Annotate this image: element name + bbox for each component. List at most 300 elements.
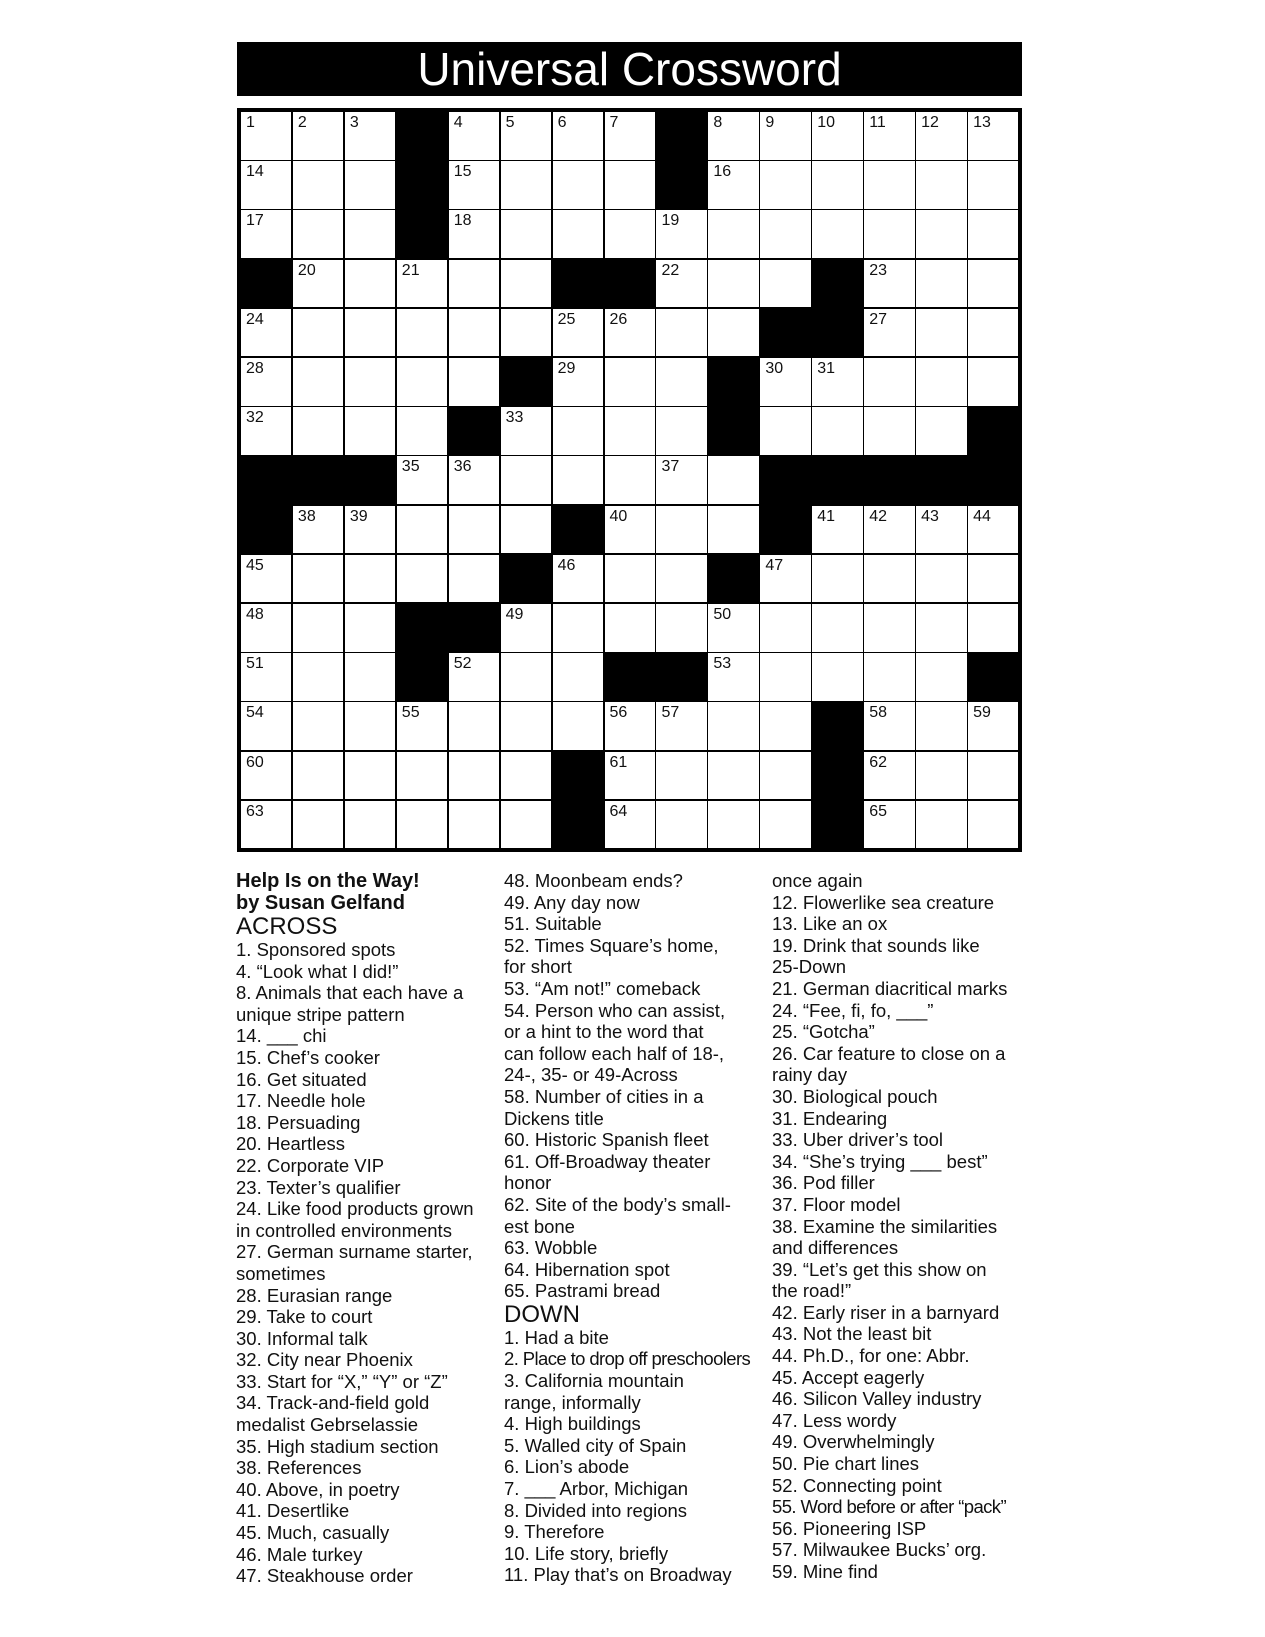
grid-block (811, 455, 863, 505)
clue-line: 46. Silicon Valley industry (772, 1388, 982, 1410)
clue-number: 19 (661, 212, 680, 230)
puzzle-title: Help Is on the Way! (236, 870, 420, 892)
clue-line: 24. “Fee, fi, fo, ___” (772, 999, 934, 1021)
grid-cell[interactable] (604, 505, 656, 555)
across-clue-list-continued (504, 870, 750, 1302)
grid-cell[interactable] (552, 111, 604, 161)
clue-number: 33 (505, 409, 524, 427)
clue-line: 5. Walled city of Spain (504, 1434, 687, 1456)
clue-line: est bone (504, 1215, 575, 1237)
grid-cell[interactable] (863, 111, 915, 161)
clue-line: 45. Much, casually (236, 1522, 390, 1544)
clue-number: 25 (557, 310, 576, 328)
clue-line: 52. Times Square’s home, (504, 934, 719, 956)
grid-cell[interactable] (759, 111, 811, 161)
clue-line: 10. Life story, briefly (504, 1542, 669, 1564)
clue-number: 10 (817, 114, 836, 131)
grid-cell[interactable] (967, 111, 1019, 161)
clue-line: 52. Connecting point (772, 1474, 942, 1496)
clue-line: 6. Lion’s abode (504, 1456, 630, 1478)
grid-cell[interactable] (552, 406, 604, 456)
grid-cell[interactable] (396, 259, 448, 309)
grid-cell[interactable] (655, 455, 707, 505)
grid-cell[interactable] (396, 455, 448, 505)
grid-cell[interactable] (292, 751, 344, 801)
grid-block (604, 652, 656, 702)
grid-cell[interactable] (240, 160, 292, 210)
clue-line: 40. Above, in poetry (236, 1478, 400, 1500)
clue-line: 53. “Am not!” comeback (504, 977, 701, 999)
grid-cell[interactable] (240, 111, 292, 161)
grid-cell[interactable] (759, 603, 811, 653)
grid-cell[interactable] (396, 751, 448, 801)
grid-block (500, 357, 552, 407)
grid-cell[interactable] (915, 751, 967, 801)
grid-cell[interactable] (344, 554, 396, 604)
clue-line: 42. Early riser in a barnyard (772, 1301, 1000, 1323)
grid-cell[interactable] (967, 357, 1019, 407)
grid-cell[interactable] (448, 751, 500, 801)
grid-cell[interactable] (240, 603, 292, 653)
grid-cell[interactable] (292, 209, 344, 259)
clue-number: 9 (765, 114, 775, 131)
grid-cell[interactable] (655, 209, 707, 259)
clue-line: 43. Not the least bit (772, 1323, 932, 1345)
grid-cell[interactable] (655, 800, 707, 850)
grid-cell[interactable] (655, 308, 707, 358)
grid-cell[interactable] (604, 701, 656, 751)
grid-cell[interactable] (552, 701, 604, 751)
clue-number: 57 (661, 704, 680, 722)
clue-line: 36. Pod filler (772, 1172, 875, 1194)
grid-cell[interactable] (915, 111, 967, 161)
grid-cell[interactable] (915, 652, 967, 702)
clue-line: 30. Biological pouch (772, 1085, 938, 1107)
grid-block (759, 455, 811, 505)
clue-line: 4. High buildings (504, 1413, 641, 1435)
grid-cell[interactable] (240, 406, 292, 456)
grid-cell[interactable] (292, 160, 344, 210)
grid-cell[interactable] (759, 209, 811, 259)
clue-line: 24. Like food products grown (236, 1198, 474, 1220)
grid-cell[interactable] (552, 160, 604, 210)
grid-cell[interactable] (707, 800, 759, 850)
clue-number: 47 (765, 556, 784, 574)
grid-cell[interactable] (552, 603, 604, 653)
grid-cell[interactable] (967, 603, 1019, 653)
grid-cell[interactable] (344, 209, 396, 259)
clue-line: Dickens title (504, 1107, 604, 1129)
grid-cell[interactable] (707, 652, 759, 702)
grid-cell[interactable] (707, 455, 759, 505)
grid-cell[interactable] (344, 652, 396, 702)
clue-number: 56 (609, 704, 628, 722)
clue-line: in controlled environments (236, 1219, 452, 1241)
grid-cell[interactable] (500, 455, 552, 505)
grid-cell[interactable] (655, 701, 707, 751)
grid-cell[interactable] (604, 455, 656, 505)
grid-cell[interactable] (863, 751, 915, 801)
grid-cell[interactable] (967, 259, 1019, 309)
grid-cell[interactable] (863, 406, 915, 456)
clue-line: 49. Any day now (504, 891, 640, 913)
grid-cell[interactable] (448, 308, 500, 358)
grid-cell[interactable] (811, 160, 863, 210)
grid-cell[interactable] (396, 406, 448, 456)
grid-cell[interactable] (240, 800, 292, 850)
grid-cell[interactable] (759, 357, 811, 407)
grid-block (292, 455, 344, 505)
grid-cell[interactable] (967, 554, 1019, 604)
grid-cell[interactable] (552, 652, 604, 702)
grid-cell[interactable] (500, 800, 552, 850)
grid-cell[interactable] (655, 406, 707, 456)
grid-cell[interactable] (500, 701, 552, 751)
grid-block (604, 259, 656, 309)
grid-cell[interactable] (396, 505, 448, 555)
grid-block (915, 455, 967, 505)
grid-cell[interactable] (240, 701, 292, 751)
clue-line: medalist Gebrselassie (236, 1414, 418, 1436)
grid-cell[interactable] (915, 800, 967, 850)
grid-cell[interactable] (915, 259, 967, 309)
grid-block (240, 259, 292, 309)
grid-cell[interactable] (915, 406, 967, 456)
grid-cell[interactable] (344, 751, 396, 801)
grid-cell[interactable] (863, 209, 915, 259)
grid-cell[interactable] (396, 308, 448, 358)
clue-line: 11. Play that’s on Broadway (504, 1564, 732, 1586)
across-heading: ACROSS (236, 913, 338, 940)
grid-cell[interactable] (500, 160, 552, 210)
grid-cell[interactable] (500, 406, 552, 456)
grid-cell[interactable] (811, 505, 863, 555)
clue-line: 38. Examine the similarities (772, 1215, 998, 1237)
clue-line: 28. Eurasian range (236, 1284, 393, 1306)
grid-cell[interactable] (811, 111, 863, 161)
grid-block (655, 111, 707, 161)
grid-cell[interactable] (292, 308, 344, 358)
clue-number: 59 (973, 704, 991, 722)
clue-number: 36 (453, 458, 472, 476)
clue-number: 53 (713, 655, 732, 673)
grid-cell[interactable] (707, 209, 759, 259)
clue-line: for short (504, 956, 572, 978)
grid-cell[interactable] (292, 554, 344, 604)
grid-cell[interactable] (915, 209, 967, 259)
grid-cell[interactable] (396, 357, 448, 407)
clue-line: 20. Heartless (236, 1133, 345, 1155)
grid-cell[interactable] (811, 406, 863, 456)
grid-cell[interactable] (500, 259, 552, 309)
grid-cell[interactable] (500, 603, 552, 653)
grid-block (967, 455, 1019, 505)
grid-cell[interactable] (915, 160, 967, 210)
grid-block (967, 652, 1019, 702)
grid-cell[interactable] (759, 406, 811, 456)
clue-number: 45 (246, 556, 264, 574)
grid-cell[interactable] (448, 111, 500, 161)
grid-cell[interactable] (448, 505, 500, 555)
grid-cell[interactable] (604, 160, 656, 210)
grid-cell[interactable] (500, 209, 552, 259)
grid-cell[interactable] (863, 505, 915, 555)
grid-cell[interactable] (863, 308, 915, 358)
grid-cell[interactable] (292, 111, 344, 161)
clue-number: 39 (349, 507, 368, 525)
clue-line: 62. Site of the body’s small- (504, 1193, 731, 1215)
clue-line: 47. Steakhouse order (236, 1565, 413, 1587)
grid-cell[interactable] (240, 751, 292, 801)
clue-line: 45. Accept eagerly (772, 1366, 925, 1388)
grid-cell[interactable] (915, 308, 967, 358)
grid-cell[interactable] (344, 308, 396, 358)
grid-cell[interactable] (915, 701, 967, 751)
grid-cell[interactable] (292, 603, 344, 653)
grid-cell[interactable] (292, 259, 344, 309)
clue-number: 32 (246, 409, 264, 427)
clue-line: once again (772, 870, 863, 891)
grid-cell[interactable] (344, 505, 396, 555)
clue-number: 46 (557, 556, 576, 574)
grid-cell[interactable] (292, 406, 344, 456)
grid-cell[interactable] (344, 259, 396, 309)
clue-number: 16 (713, 163, 732, 181)
clue-line: 57. Milwaukee Bucks’ org. (772, 1539, 987, 1561)
grid-cell[interactable] (707, 701, 759, 751)
grid-cell[interactable] (292, 357, 344, 407)
clue-line: 34. “She’s trying ___ best” (772, 1150, 988, 1172)
grid-cell[interactable] (604, 357, 656, 407)
clue-line: 18. Persuading (236, 1111, 361, 1133)
grid-cell[interactable] (604, 406, 656, 456)
grid-cell[interactable] (344, 701, 396, 751)
clue-line: the road!” (772, 1280, 852, 1302)
clue-number: 15 (453, 163, 472, 181)
grid-cell[interactable] (552, 455, 604, 505)
grid-cell[interactable] (759, 800, 811, 850)
down-clue-list-continued (772, 870, 1007, 1583)
clue-number: 27 (869, 310, 887, 328)
grid-cell[interactable] (967, 505, 1019, 555)
clue-line: honor (504, 1172, 552, 1194)
clue-line: 58. Number of cities in a (504, 1085, 704, 1107)
grid-cell[interactable] (604, 111, 656, 161)
grid-cell[interactable] (240, 308, 292, 358)
grid-cell[interactable] (344, 357, 396, 407)
grid-cell[interactable] (448, 160, 500, 210)
grid-cell[interactable] (811, 603, 863, 653)
clue-number: 51 (246, 655, 264, 673)
clue-number: 22 (661, 261, 680, 279)
clue-line: 50. Pie chart lines (772, 1453, 920, 1475)
grid-cell[interactable] (604, 308, 656, 358)
grid-cell[interactable] (396, 701, 448, 751)
clue-line: 22. Corporate VIP (236, 1154, 385, 1176)
grid-cell[interactable] (707, 111, 759, 161)
grid-cell[interactable] (759, 751, 811, 801)
clue-line: 27. German surname starter, (236, 1241, 473, 1263)
clue-line: 38. References (236, 1457, 362, 1479)
grid-cell[interactable] (863, 160, 915, 210)
grid-cell[interactable] (759, 652, 811, 702)
grid-cell[interactable] (655, 751, 707, 801)
grid-cell[interactable] (707, 308, 759, 358)
grid-cell[interactable] (344, 406, 396, 456)
grid-cell[interactable] (448, 357, 500, 407)
grid-cell[interactable] (655, 554, 707, 604)
grid-block (396, 111, 448, 161)
grid-cell[interactable] (863, 800, 915, 850)
page-title: Universal Crossword (237, 42, 1022, 96)
grid-cell[interactable] (707, 160, 759, 210)
grid-cell[interactable] (396, 800, 448, 850)
clue-line: 26. Car feature to close on a (772, 1042, 1006, 1064)
grid-cell[interactable] (604, 751, 656, 801)
grid-cell[interactable] (344, 160, 396, 210)
grid-cell[interactable] (448, 800, 500, 850)
clue-line: 41. Desertlike (236, 1500, 350, 1522)
grid-cell[interactable] (759, 554, 811, 604)
grid-cell[interactable] (915, 505, 967, 555)
grid-cell[interactable] (604, 800, 656, 850)
grid-cell[interactable] (448, 259, 500, 309)
grid-cell[interactable] (915, 603, 967, 653)
clue-number: 55 (401, 704, 420, 722)
grid-cell[interactable] (344, 111, 396, 161)
grid-cell[interactable] (448, 701, 500, 751)
grid-cell[interactable] (344, 603, 396, 653)
clue-line: or a hint to the word that (504, 1021, 704, 1043)
grid-cell[interactable] (448, 209, 500, 259)
grid-cell[interactable] (604, 554, 656, 604)
grid-cell[interactable] (811, 652, 863, 702)
grid-cell[interactable] (967, 160, 1019, 210)
grid-block (707, 357, 759, 407)
clue-line: 56. Pioneering ISP (772, 1517, 927, 1539)
grid-cell[interactable] (292, 701, 344, 751)
grid-cell[interactable] (863, 259, 915, 309)
clue-line: 2. Place to drop off preschoolers (504, 1348, 751, 1370)
grid-cell[interactable] (967, 800, 1019, 850)
grid-cell[interactable] (811, 209, 863, 259)
clue-line: 14. ___ chi (236, 1025, 327, 1047)
grid-cell[interactable] (448, 652, 500, 702)
grid-cell[interactable] (707, 259, 759, 309)
clue-number: 1 (246, 114, 255, 131)
grid-cell[interactable] (967, 308, 1019, 358)
clue-line: 44. Ph.D., for one: Abbr. (772, 1345, 970, 1367)
clue-number: 65 (869, 802, 887, 820)
grid-cell[interactable] (967, 209, 1019, 259)
grid-cell[interactable] (863, 357, 915, 407)
grid-block (967, 406, 1019, 456)
grid-cell[interactable] (967, 751, 1019, 801)
grid-block (811, 751, 863, 801)
clue-number: 13 (973, 114, 991, 131)
clue-number: 5 (505, 114, 515, 131)
grid-block (811, 308, 863, 358)
grid-cell[interactable] (967, 701, 1019, 751)
grid-cell[interactable] (759, 701, 811, 751)
grid-cell[interactable] (863, 701, 915, 751)
grid-cell[interactable] (552, 209, 604, 259)
grid-block (655, 160, 707, 210)
clue-line: 25-Down (772, 956, 847, 978)
grid-cell[interactable] (240, 357, 292, 407)
grid-cell[interactable] (500, 652, 552, 702)
grid-cell[interactable] (811, 554, 863, 604)
grid-cell[interactable] (240, 652, 292, 702)
grid-cell[interactable] (759, 259, 811, 309)
grid-cell[interactable] (915, 357, 967, 407)
grid-block (552, 505, 604, 555)
grid-cell[interactable] (863, 554, 915, 604)
grid-cell[interactable] (292, 800, 344, 850)
grid-cell[interactable] (707, 603, 759, 653)
grid-cell[interactable] (915, 554, 967, 604)
grid-cell[interactable] (707, 505, 759, 555)
grid-cell[interactable] (500, 308, 552, 358)
grid-block (396, 603, 448, 653)
clue-line: and differences (772, 1237, 899, 1259)
grid-cell[interactable] (500, 505, 552, 555)
clue-number: 26 (609, 310, 628, 328)
grid-cell[interactable] (396, 554, 448, 604)
grid-cell[interactable] (292, 505, 344, 555)
grid-cell[interactable] (500, 751, 552, 801)
grid-cell[interactable] (655, 505, 707, 555)
clue-line: 3. California mountain (504, 1370, 684, 1392)
clue-number: 49 (505, 606, 524, 623)
clue-line: 24-, 35- or 49-Across (504, 1064, 678, 1086)
clue-line: sometimes (236, 1262, 326, 1284)
grid-cell[interactable] (552, 554, 604, 604)
grid-cell[interactable] (863, 603, 915, 653)
grid-block (396, 160, 448, 210)
grid-cell[interactable] (604, 603, 656, 653)
grid-cell[interactable] (759, 160, 811, 210)
grid-cell[interactable] (863, 652, 915, 702)
grid-cell[interactable] (655, 603, 707, 653)
grid-cell[interactable] (655, 357, 707, 407)
clue-number: 20 (297, 261, 316, 279)
grid-block (863, 455, 915, 505)
grid-block (552, 259, 604, 309)
clue-number: 21 (401, 261, 420, 279)
grid-cell[interactable] (604, 209, 656, 259)
grid-cell[interactable] (552, 357, 604, 407)
grid-cell[interactable] (707, 751, 759, 801)
clue-line: 37. Floor model (772, 1193, 901, 1215)
clue-number: 61 (609, 753, 628, 771)
grid-cell[interactable] (655, 259, 707, 309)
grid-block (396, 652, 448, 702)
grid-cell[interactable] (448, 554, 500, 604)
grid-cell[interactable] (811, 357, 863, 407)
grid-cell[interactable] (240, 554, 292, 604)
clue-number: 62 (869, 753, 887, 771)
grid-cell[interactable] (448, 455, 500, 505)
grid-cell[interactable] (292, 652, 344, 702)
clue-line: 60. Historic Spanish fleet (504, 1129, 709, 1151)
grid-cell[interactable] (552, 308, 604, 358)
clue-number: 41 (817, 507, 836, 525)
grid-cell[interactable] (344, 800, 396, 850)
clue-number: 17 (246, 212, 264, 230)
grid-cell[interactable] (500, 111, 552, 161)
grid-cell[interactable] (240, 209, 292, 259)
